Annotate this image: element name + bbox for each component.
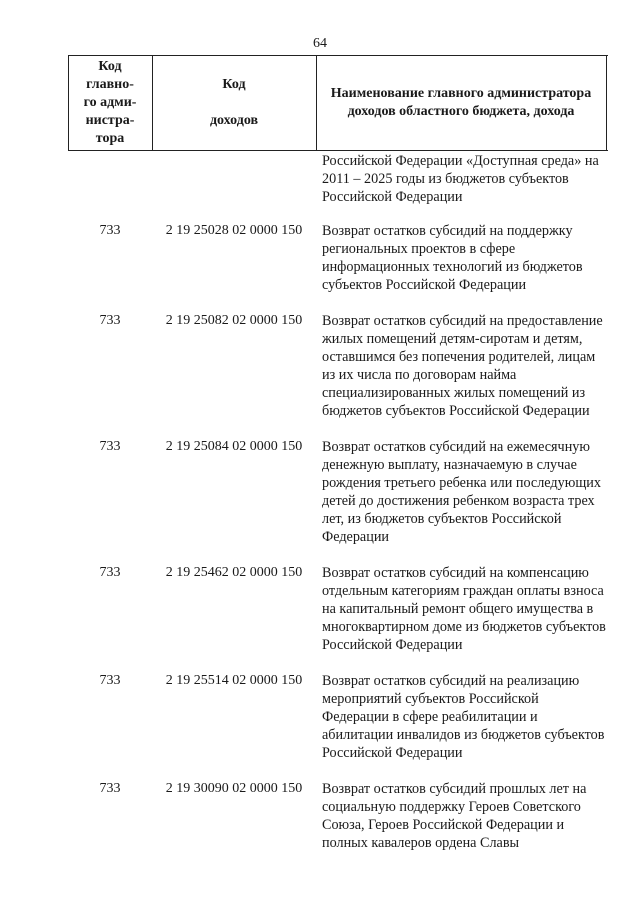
table-row xyxy=(68,560,608,668)
header-income-code: Код доходов xyxy=(209,77,259,128)
table-header xyxy=(68,55,608,151)
row-income-code: 2 19 25028 02 0000 150 xyxy=(165,223,303,238)
row-admin-code: 733 xyxy=(99,781,121,796)
table-row xyxy=(68,308,608,434)
row-name: Возврат остатков субсидий на ежемесячную денежную выплату, назначаемую в случае рождения третьего ребенка или последующих детей до достижения ребенком возраста трех лет, из бюджетов субъектов Российской Федерации xyxy=(322,439,601,545)
row-name: Возврат остатков субсидий на предоставление жилых помещений детям-сиротам и детям, оставшимся без попечения родителей, лицам из их числа по договорам найма специализированных жилых помещений из бюджетов субъектов Российской Федерации xyxy=(322,313,603,419)
row-admin-code: 733 xyxy=(99,565,121,580)
income-administrators-table xyxy=(68,55,608,866)
row-income-code: 2 19 25514 02 0000 150 xyxy=(165,673,303,688)
header-admin-code: Код главно- го адми- нистра- тора xyxy=(83,59,137,146)
row-admin-code: 733 xyxy=(99,439,121,454)
row-income-code: 2 19 25082 02 0000 150 xyxy=(165,313,303,328)
row-admin-code: 733 xyxy=(99,223,121,238)
header-name: Наименование главного администратора доходов областного бюджета, дохода xyxy=(330,86,592,119)
row-name: Российской Федерации «Доступная среда» на 2011 – 2025 годы из бюджетов субъектов Российской Федерации xyxy=(322,153,599,205)
page-number: 64 xyxy=(313,36,327,51)
row-admin-code: 733 xyxy=(99,313,121,328)
row-name: Возврат остатков субсидий на поддержку региональных проектов в сфере информационных технологий из бюджетов субъектов Российской Федерации xyxy=(322,223,583,293)
table-row xyxy=(68,776,608,866)
table-row-continuation xyxy=(68,151,608,218)
row-income-code: 2 19 25462 02 0000 150 xyxy=(165,565,303,580)
row-income-code: 2 19 25084 02 0000 150 xyxy=(165,439,303,454)
row-income-code: 2 19 30090 02 0000 150 xyxy=(165,781,303,796)
table-body xyxy=(68,151,608,866)
table-row xyxy=(68,218,608,308)
row-name: Возврат остатков субсидий прошлых лет на социальную поддержку Героев Советского Союза, Героев Российской Федерации и полных кавалеров ордена Славы xyxy=(322,781,587,851)
row-admin-code: 733 xyxy=(99,673,121,688)
table-row xyxy=(68,668,608,776)
table-row xyxy=(68,434,608,560)
row-name: Возврат остатков субсидий на реализацию мероприятий субъектов Российской Федерации в сфере реабилитации и абилитации инвалидов из бюджетов субъектов Российской Федерации xyxy=(322,673,605,761)
row-name: Возврат остатков субсидий на компенсацию отдельным категориям граждан оплаты взноса на капитальный ремонт общего имущества в многоквартирном доме из бюджетов субъектов Российской Федерации xyxy=(322,565,606,653)
